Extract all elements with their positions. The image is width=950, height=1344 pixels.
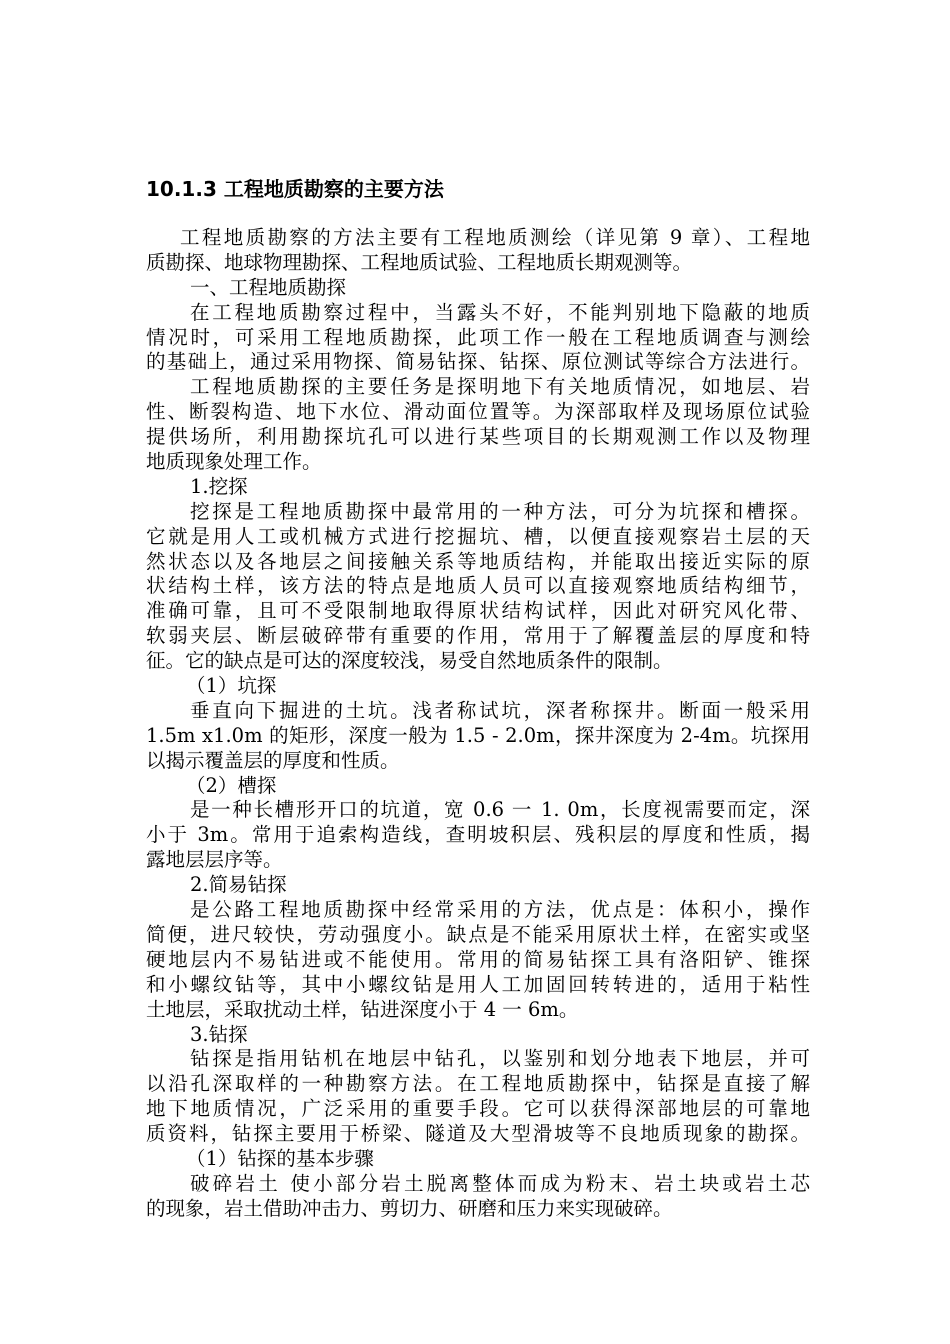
- paragraph-line: 在工程地质勘察过程中，当露头不好，不能判别地下隐蔽的地质: [190, 300, 810, 324]
- subheading-line: 2.简易钻探: [190, 873, 287, 897]
- section-heading: 10.1.3 工程地质勘察的主要方法: [146, 177, 444, 201]
- paragraph-line: 它就是用人工或机械方式进行挖掘坑、槽，以便直接观察岩土层的天: [146, 524, 810, 548]
- paragraph-line: 以沿孔深取样的一种勘察方法。在工程地质勘探中，钻探是直接了解: [146, 1072, 810, 1096]
- subheading-line: （1）坑探: [186, 674, 277, 698]
- subheading-line: 1.挖探: [190, 474, 248, 498]
- paragraph-line: 的基础上，通过采用物探、简易钻探、钻探、原位测试等综合方法进行。: [146, 350, 810, 374]
- paragraph-line: 工程地质勘探的主要任务是探明地下有关地质情况，如地层、岩: [190, 375, 810, 399]
- paragraph-line: 地下地质情况，广泛采用的重要手段。它可以获得深部地层的可靠地: [146, 1097, 810, 1121]
- paragraph-line: 垂直向下掘进的土坑。浅者称试坑，深者称探井。断面一般采用: [190, 698, 810, 722]
- paragraph-line: 1.5m x1.0m 的矩形，深度一般为 1.5 - 2.0m，探井深度为 2-4m。坑探用: [146, 723, 810, 747]
- paragraph-line: 地质现象处理工作。: [146, 450, 322, 474]
- paragraph-line: 简便，进尺较快，劳动强度小。缺点是不能采用原状土样，在密实或坚: [146, 922, 810, 946]
- paragraph-line: 提供场所，利用勘探坑孔可以进行某些项目的长期观测工作以及物理: [146, 425, 810, 449]
- paragraph-line: 状结构土样，该方法的特点是地质人员可以直接观察地质结构细节，: [146, 574, 810, 598]
- paragraph-line: 硬地层内不易钻进或不能使用。常用的简易钻探工具有洛阳铲、锥探: [146, 947, 810, 971]
- paragraph-line: 以揭示覆盖层的厚度和性质。: [146, 748, 400, 772]
- subheading-line: 3.钻探: [190, 1022, 248, 1046]
- paragraph-line: 是公路工程地质勘探中经常采用的方法，优点是：体积小，操作: [190, 898, 810, 922]
- paragraph-line: 然状态以及各地层之间接触关系等地质结构，并能取出接近实际的原: [146, 549, 810, 573]
- paragraph-line: 工程地质勘察的方法主要有工程地质测绘（详见第 9 章）、工程地: [180, 226, 810, 249]
- paragraph-line: 挖探是工程地质勘探中最常用的一种方法，可分为坑探和槽探。: [190, 499, 810, 523]
- paragraph-line: 性、断裂构造、地下水位、滑动面位置等。为深部取样及现场原位试验: [146, 400, 810, 424]
- paragraph-line: 和小螺纹钻等，其中小螺纹钻是用人工加固回转转进的，适用于粘性: [146, 972, 810, 996]
- subheading-line: （2）槽探: [186, 773, 277, 797]
- paragraph-line: 的现象，岩土借助冲击力、剪切力、研磨和压力来实现破碎。: [146, 1196, 673, 1220]
- paragraph-line: 露地层层序等。: [146, 848, 283, 872]
- subheading-line: 一、工程地质勘探: [190, 275, 347, 299]
- paragraph-line: 钻探是指用钻机在地层中钻孔，以鉴别和划分地表下地层，并可: [190, 1047, 810, 1071]
- paragraph-line: 软弱夹层、断层破碎带有重要的作用，常用于了解覆盖层的厚度和特: [146, 624, 810, 648]
- paragraph-line: 质资料，钻探主要用于桥梁、隧道及大型滑坡等不良地质现象的勘探。: [146, 1122, 810, 1146]
- paragraph-line: 质勘探、地球物理勘探、工程地质试验、工程地质长期观测等。: [146, 250, 693, 274]
- paragraph-line: 小于 3m。常用于追索构造线，查明坡积层、残积层的厚度和性质，揭: [146, 823, 810, 847]
- paragraph-line: 是一种长槽形开口的坑道，宽 0.6 一 1. 0m，长度视需要而定，深: [190, 798, 810, 822]
- paragraph-line: 土地层，采取扰动土样，钻进深度小于 4 一 6m。: [146, 997, 579, 1021]
- paragraph-line: 破碎岩土 使小部分岩土脱离整体而成为粉末、岩土块或岩土芯: [190, 1171, 810, 1195]
- paragraph-line: 征。它的缺点是可达的深度较浅，易受自然地质条件的限制。: [146, 649, 673, 673]
- paragraph-line: 准确可靠，且可不受限制地取得原状结构试样，因此对研究风化带、: [146, 599, 810, 623]
- paragraph-line: 情况时，可采用工程地质勘探，此项工作一般在工程地质调查与测绘: [146, 325, 810, 349]
- subheading-line: （1）钻探的基本步骤: [186, 1146, 374, 1170]
- document-body: [146, 226, 810, 1222]
